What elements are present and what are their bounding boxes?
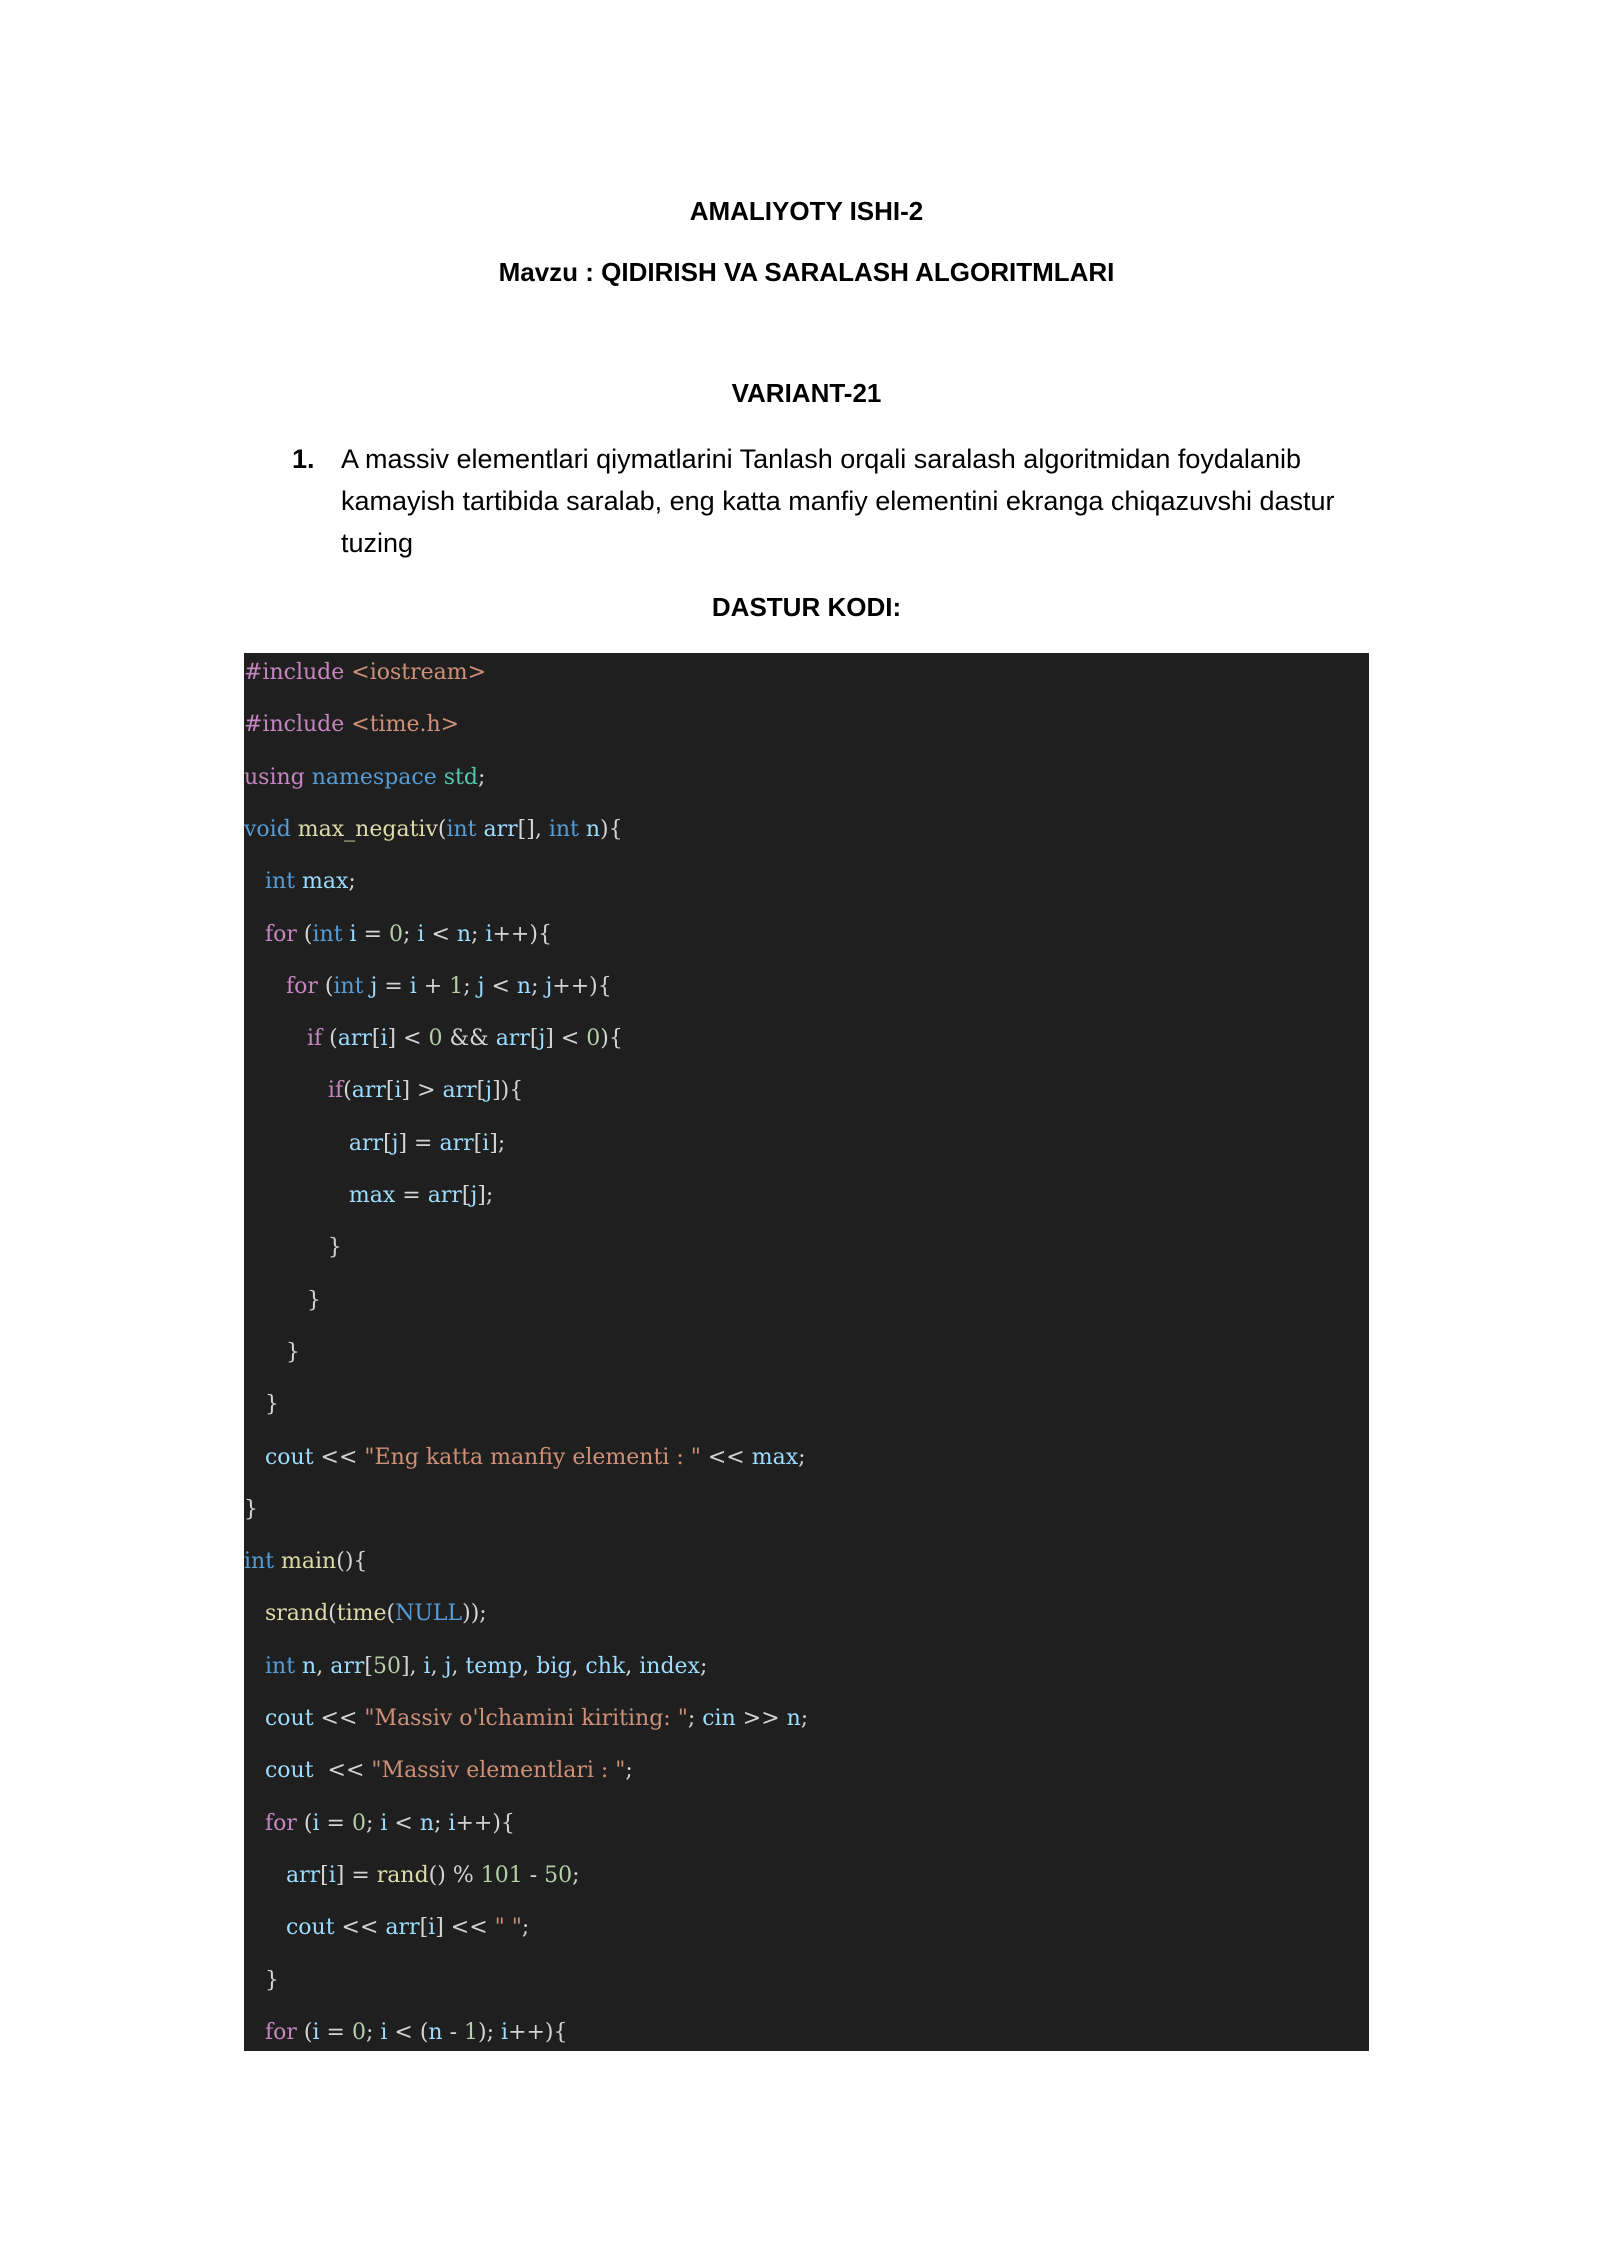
code-block xyxy=(244,653,1369,2051)
code-token xyxy=(244,2020,265,2045)
code-token: rand xyxy=(376,1862,429,1888)
code-token: 1 xyxy=(449,973,464,999)
code-line xyxy=(244,1438,806,1478)
code-token: <time.h> xyxy=(351,712,460,738)
code-token: 0 xyxy=(586,1026,601,1052)
code-token: main xyxy=(281,1549,337,1575)
code-token: cout xyxy=(285,1915,335,1941)
code-token xyxy=(244,922,265,947)
code-token: std xyxy=(443,764,478,790)
code-line xyxy=(244,1281,321,1321)
code-token: = xyxy=(395,1183,428,1208)
code-token: 0 xyxy=(389,921,403,947)
code-token: i xyxy=(328,1862,336,1888)
code-token: } xyxy=(244,1235,342,1261)
code-token: int xyxy=(446,816,484,842)
code-token: i xyxy=(409,973,417,999)
code-heading: DASTUR KODI: xyxy=(711,592,902,622)
code-token: ] = xyxy=(398,1130,440,1156)
task-number: 1. xyxy=(292,444,315,474)
code-token: () % xyxy=(428,1862,481,1888)
code-line xyxy=(244,915,552,955)
code-token: ; xyxy=(699,1653,708,1679)
code-token: < xyxy=(424,921,457,947)
code-token: ; xyxy=(434,1810,449,1836)
code-token: int xyxy=(264,869,303,895)
code-token: " " xyxy=(494,1915,522,1941)
code-token: 0 xyxy=(351,1810,366,1836)
code-token: } xyxy=(244,1392,279,1418)
code-token: 101 xyxy=(480,1862,523,1888)
code-token: "Eng katta manfiy elementi : " xyxy=(364,1444,701,1470)
code-token: ; xyxy=(477,764,486,790)
code-token: ] > xyxy=(401,1078,443,1104)
code-token: = xyxy=(319,1810,352,1836)
code-token: } xyxy=(244,1339,300,1365)
code-token: << xyxy=(700,1444,752,1470)
code-line xyxy=(244,1333,300,1373)
code-line xyxy=(244,705,459,745)
code-token: i xyxy=(448,1810,456,1836)
code-token xyxy=(244,1183,349,1208)
code-token: + xyxy=(416,973,450,999)
code-token: max_negativ xyxy=(297,816,438,842)
code-token: ; xyxy=(348,869,356,895)
code-token: n xyxy=(302,1653,317,1679)
code-token xyxy=(244,1811,265,1836)
code-token xyxy=(244,1915,286,1940)
code-token: [ xyxy=(364,1653,373,1679)
code-token: ; xyxy=(800,1706,809,1731)
code-token: temp xyxy=(465,1653,523,1679)
code-token: ){ xyxy=(600,1026,623,1052)
code-token: - xyxy=(522,1862,545,1888)
code-line xyxy=(244,1542,367,1582)
code-line xyxy=(244,1699,808,1739)
code-line xyxy=(244,1124,505,1164)
task-text: A massiv elementlari qiymatlarini Tanlash orqali saralash algoritmidan foydalanib kamayish tartibida saralab, eng katta manfiy elementini ekranga chiqazuvshi dastur tuzing xyxy=(341,444,1335,558)
code-token: ( xyxy=(437,816,447,842)
code-line xyxy=(244,1228,342,1268)
code-token: "Massiv elementlari : " xyxy=(371,1758,626,1784)
code-token: j xyxy=(444,1653,452,1679)
code-token: ++){ xyxy=(508,2019,568,2045)
code-token: , xyxy=(430,1653,445,1679)
code-token: ); xyxy=(478,2019,502,2045)
code-token: [ xyxy=(476,1078,486,1104)
code-token: arr xyxy=(427,1183,462,1208)
code-token: [ xyxy=(473,1130,483,1156)
code-line xyxy=(244,1176,493,1216)
code-token: NULL xyxy=(395,1601,463,1627)
code-token: i xyxy=(485,921,493,947)
code-token: arr xyxy=(285,1862,321,1888)
code-token xyxy=(244,1131,349,1156)
code-token: < xyxy=(387,1810,420,1836)
code-token: , xyxy=(571,1653,586,1679)
code-token xyxy=(244,1758,265,1783)
code-token: srand xyxy=(264,1601,329,1627)
code-token: = xyxy=(377,973,410,999)
code-token: 50 xyxy=(372,1653,401,1679)
code-token xyxy=(244,1863,286,1888)
code-token: using xyxy=(244,764,312,790)
code-token xyxy=(244,1078,328,1103)
code-token: chk xyxy=(585,1653,626,1679)
code-token: ++){ xyxy=(552,973,612,999)
code-token: index xyxy=(639,1653,700,1679)
code-token: ( xyxy=(303,2019,313,2045)
code-token: ( xyxy=(324,973,334,999)
code-token: cout xyxy=(264,1444,314,1470)
code-token: i xyxy=(417,921,425,947)
code-token: ] < xyxy=(545,1026,587,1052)
code-line xyxy=(244,1594,487,1634)
code-line xyxy=(244,1385,279,1425)
code-token: ] < xyxy=(387,1026,429,1052)
code-token: = xyxy=(356,921,389,947)
code-token: [ xyxy=(385,1078,395,1104)
code-token xyxy=(244,1706,265,1731)
code-token: ; xyxy=(687,1706,703,1731)
code-token: n xyxy=(428,2019,443,2045)
code-token: for xyxy=(285,973,325,999)
code-token: int xyxy=(548,816,586,842)
code-token: #include xyxy=(244,660,352,685)
code-token: ] << xyxy=(435,1915,495,1941)
code-token: arr xyxy=(483,816,518,842)
code-token: ( xyxy=(303,921,313,947)
code-token: } xyxy=(244,1967,279,1993)
code-line xyxy=(244,1751,633,1791)
code-token: 0 xyxy=(351,2019,366,2045)
code-token: j xyxy=(477,973,485,999)
code-token: << xyxy=(313,1706,365,1731)
code-token: i xyxy=(501,2019,509,2045)
code-token: ; xyxy=(531,973,546,999)
code-token: [ xyxy=(371,1026,381,1052)
code-token: 50 xyxy=(544,1862,573,1888)
code-line xyxy=(244,1490,258,1530)
code-token: ; xyxy=(403,921,418,947)
code-token: i xyxy=(380,1026,388,1052)
code-token: ]; xyxy=(477,1183,494,1208)
code-token: big xyxy=(536,1653,572,1679)
code-token: i xyxy=(349,921,357,947)
code-token: << xyxy=(313,1758,372,1784)
code-line xyxy=(244,967,612,1007)
code-token: [ xyxy=(529,1026,539,1052)
code-token: arr xyxy=(385,1915,420,1941)
code-line xyxy=(244,653,486,693)
code-token: j xyxy=(391,1130,399,1156)
code-token: <iostream> xyxy=(351,660,487,685)
code-line xyxy=(244,1961,279,2001)
code-token: n xyxy=(516,973,532,999)
code-token: arr xyxy=(337,1026,372,1052)
code-token: [ xyxy=(461,1183,471,1208)
code-token: arr xyxy=(439,1130,474,1156)
code-token: [ xyxy=(419,1915,429,1941)
code-token: ( xyxy=(343,1078,352,1104)
code-token: j xyxy=(370,973,378,999)
code-token: ( xyxy=(329,1026,338,1052)
code-token: ], xyxy=(400,1653,424,1679)
code-token: [ xyxy=(320,1862,329,1888)
code-line xyxy=(244,1908,529,1948)
code-token: void xyxy=(244,816,298,842)
code-token xyxy=(244,1445,265,1470)
code-line xyxy=(244,862,356,902)
code-token xyxy=(244,869,265,894)
code-token: for xyxy=(264,921,304,947)
code-token xyxy=(244,1654,265,1679)
code-token: ++){ xyxy=(455,1810,515,1836)
code-token: for xyxy=(264,2019,304,2045)
code-token: = xyxy=(319,2019,352,2045)
code-token: ( xyxy=(386,1601,396,1627)
code-token: - xyxy=(442,2019,465,2045)
code-token: i xyxy=(380,2019,388,2045)
code-token: ++){ xyxy=(492,921,552,947)
code-token: if xyxy=(327,1078,344,1104)
code-token: ; xyxy=(365,1810,381,1836)
code-token: i xyxy=(482,1130,490,1156)
code-token: i xyxy=(380,1810,388,1836)
variant-label: VARIANT-21 xyxy=(731,378,882,408)
code-line xyxy=(244,758,485,798)
code-token: ; xyxy=(463,973,478,999)
code-token: namespace xyxy=(311,764,444,790)
code-token: i xyxy=(423,1653,431,1679)
code-token: << xyxy=(334,1915,386,1941)
code-token: , xyxy=(522,1653,537,1679)
code-token: arr xyxy=(351,1078,386,1104)
code-token: ){ xyxy=(600,816,623,842)
code-token: < xyxy=(484,973,517,999)
code-token xyxy=(244,1026,307,1051)
code-token: 0 xyxy=(428,1026,443,1052)
code-token: ; xyxy=(521,1915,530,1941)
code-token: int xyxy=(264,1653,303,1679)
code-token: cout xyxy=(264,1758,314,1784)
code-token: ( xyxy=(328,1601,337,1627)
document-topic: Mavzu : QIDIRISH VA SARALASH ALGORITMLARI xyxy=(498,257,1115,287)
code-token: j xyxy=(545,973,553,999)
code-token: n xyxy=(786,1706,801,1731)
code-token: 1 xyxy=(464,2019,479,2045)
code-token: < ( xyxy=(387,2019,429,2045)
code-token: arr xyxy=(348,1130,384,1156)
code-token: max xyxy=(302,869,349,895)
code-token: , xyxy=(316,1653,331,1679)
document-title: AMALIYOTY ISHI-2 xyxy=(689,196,924,226)
code-line xyxy=(244,1647,707,1687)
code-token: , xyxy=(451,1653,466,1679)
code-token: max xyxy=(348,1183,396,1208)
code-token: ; xyxy=(625,1758,633,1784)
code-token: ] = xyxy=(335,1862,377,1888)
code-token: arr xyxy=(442,1078,477,1104)
code-token: )); xyxy=(462,1601,487,1627)
code-token: int xyxy=(333,973,371,999)
code-token: i xyxy=(428,1915,436,1941)
code-token: ]; xyxy=(489,1130,506,1156)
code-token: i xyxy=(394,1078,402,1104)
code-token: #include xyxy=(244,712,352,738)
code-token: (){ xyxy=(336,1549,368,1575)
code-token: cin xyxy=(702,1706,736,1731)
code-token: ; xyxy=(471,921,486,947)
code-line xyxy=(244,810,623,850)
code-token: n xyxy=(456,921,472,947)
code-token: && xyxy=(442,1026,496,1052)
code-line xyxy=(244,1019,623,1059)
code-token: n xyxy=(419,1810,434,1836)
code-token: time xyxy=(336,1601,387,1627)
code-token: [ xyxy=(383,1130,392,1156)
code-token: for xyxy=(264,1810,304,1836)
code-token: >> xyxy=(735,1706,787,1731)
code-token: int xyxy=(312,921,350,947)
code-token: ( xyxy=(303,1810,313,1836)
code-token: max xyxy=(751,1444,799,1470)
code-token: } xyxy=(244,1287,321,1313)
code-token: } xyxy=(244,1496,258,1522)
code-token: "Massiv o'lchamini kiriting: " xyxy=(364,1706,688,1731)
code-token: ]){ xyxy=(492,1078,524,1104)
code-line xyxy=(244,1856,580,1896)
code-token: i xyxy=(312,2019,320,2045)
code-token: if xyxy=(306,1026,330,1052)
code-line xyxy=(244,2013,568,2051)
code-token: cout xyxy=(264,1706,314,1731)
task-item xyxy=(292,438,1372,564)
code-token: [], xyxy=(517,816,549,842)
code-line xyxy=(244,1071,523,1111)
code-token: j xyxy=(485,1078,493,1104)
code-token xyxy=(244,1601,265,1626)
code-line xyxy=(244,1804,515,1844)
code-token: i xyxy=(312,1810,320,1836)
code-token: arr xyxy=(330,1653,365,1679)
code-token: arr xyxy=(495,1026,530,1052)
code-token: n xyxy=(585,816,601,842)
code-token: ; xyxy=(365,2019,381,2045)
code-token: << xyxy=(313,1444,365,1470)
code-token xyxy=(244,974,286,999)
code-token: int xyxy=(244,1549,282,1575)
code-token: ; xyxy=(572,1862,580,1888)
code-token: , xyxy=(625,1653,640,1679)
code-token: ; xyxy=(798,1444,806,1470)
code-token: j xyxy=(470,1183,478,1208)
code-token: j xyxy=(538,1026,546,1052)
